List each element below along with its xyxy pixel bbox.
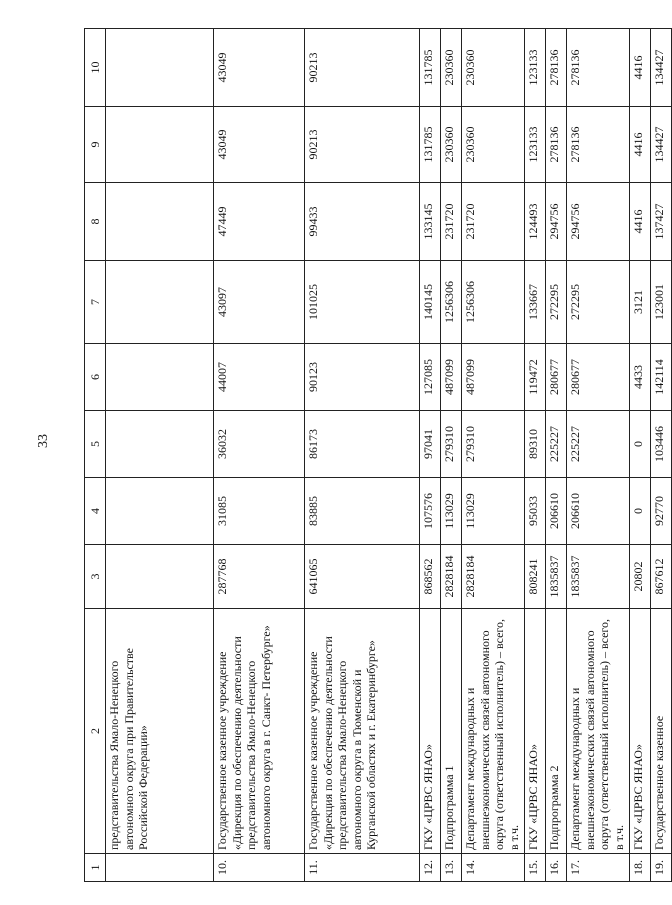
value-cell: 280677 [546, 344, 567, 411]
column-header: 8 [85, 183, 106, 261]
column-header: 9 [85, 107, 106, 183]
value-cell: 133667 [525, 261, 546, 344]
table-row [441, 29, 462, 882]
value-cell: 4433 [630, 344, 651, 411]
value-cell [106, 183, 214, 261]
value-cell: 113029 [462, 478, 525, 545]
value-cell: 231720 [441, 183, 462, 261]
value-cell: 47449 [214, 183, 305, 261]
table-row [106, 29, 214, 882]
value-cell: 103446 [651, 411, 672, 478]
value-cell [106, 107, 214, 183]
value-cell: 137427 [651, 183, 672, 261]
row-name-cell: Департамент международных и внешнеэкономических связей автономного округа (ответственный исполнитель) – всего, в т.ч. [462, 609, 525, 854]
value-cell: 230360 [462, 107, 525, 183]
value-cell: 287768 [214, 545, 305, 609]
row-number-cell: 10. [214, 854, 305, 882]
value-cell: 487099 [441, 344, 462, 411]
column-header: 10 [85, 29, 106, 107]
value-cell: 2828184 [462, 545, 525, 609]
table-row [462, 29, 525, 882]
row-name-cell: Государственное казенное учреждение «Дирекция по обеспечению деятельности представительства Ямало-Ненецкого автономного округа в г. Санкт- Петербурге» [214, 609, 305, 854]
value-cell: 142114 [651, 344, 672, 411]
table-row [525, 29, 546, 882]
row-name-cell: Подпрограмма 2 [546, 609, 567, 854]
row-number-cell: 16. [546, 854, 567, 882]
budget-table [84, 28, 672, 882]
value-cell: 83885 [305, 478, 420, 545]
value-cell: 1256306 [462, 261, 525, 344]
table-body [85, 29, 672, 882]
value-cell: 134427 [651, 107, 672, 183]
value-cell: 86173 [305, 411, 420, 478]
value-cell: 43049 [214, 29, 305, 107]
value-cell: 279310 [462, 411, 525, 478]
value-cell: 90213 [305, 107, 420, 183]
value-cell: 90213 [305, 29, 420, 107]
value-cell: 95033 [525, 478, 546, 545]
table-row [567, 29, 630, 882]
value-cell: 279310 [441, 411, 462, 478]
row-number-cell: 11. [305, 854, 420, 882]
value-cell: 4416 [630, 183, 651, 261]
row-number-cell: 15. [525, 854, 546, 882]
value-cell: 90123 [305, 344, 420, 411]
value-cell [106, 344, 214, 411]
value-cell [106, 261, 214, 344]
table-row [651, 29, 672, 882]
value-cell: 133145 [420, 183, 441, 261]
value-cell: 278136 [567, 107, 630, 183]
value-cell: 294756 [546, 183, 567, 261]
row-name-cell: ГКУ «ЦРВС ЯНАО» [420, 609, 441, 854]
page-number: 33 [36, 434, 51, 448]
value-cell: 3121 [630, 261, 651, 344]
column-header: 2 [85, 609, 106, 854]
table-row [305, 29, 420, 882]
value-cell: 0 [630, 411, 651, 478]
column-header: 3 [85, 545, 106, 609]
value-cell: 4416 [630, 107, 651, 183]
value-cell: 124493 [525, 183, 546, 261]
value-cell: 278136 [546, 29, 567, 107]
value-cell: 43097 [214, 261, 305, 344]
value-cell: 1835837 [546, 545, 567, 609]
value-cell: 43049 [214, 107, 305, 183]
value-cell: 230360 [462, 29, 525, 107]
row-number-cell [106, 854, 214, 882]
value-cell: 641065 [305, 545, 420, 609]
table-row [420, 29, 441, 882]
value-cell: 231720 [462, 183, 525, 261]
value-cell: 280677 [567, 344, 630, 411]
value-cell: 4416 [630, 29, 651, 107]
value-cell: 1835837 [567, 545, 630, 609]
value-cell: 107576 [420, 478, 441, 545]
value-cell: 127085 [420, 344, 441, 411]
row-name-cell: Департамент международных и внешнеэкономических связей автономного округа (ответственный исполнитель) – всего, в т.ч. [567, 609, 630, 854]
row-name-cell: Государственное казенное учреждение «Дирекция по обеспечению деятельности представительства Ямало-Ненецкого автономного округа в Тюменской и Курганской областях и г. Екатеринбурге» [305, 609, 420, 854]
column-header: 4 [85, 478, 106, 545]
table-row [214, 29, 305, 882]
value-cell: 2828184 [441, 545, 462, 609]
table-row [630, 29, 651, 882]
value-cell: 140145 [420, 261, 441, 344]
value-cell: 31085 [214, 478, 305, 545]
value-cell: 868562 [420, 545, 441, 609]
table-row [546, 29, 567, 882]
value-cell: 36032 [214, 411, 305, 478]
value-cell: 206610 [567, 478, 630, 545]
value-cell: 808241 [525, 545, 546, 609]
row-name-cell: ГКУ «ЦРВС ЯНАО» [525, 609, 546, 854]
value-cell [106, 411, 214, 478]
value-cell: 206610 [546, 478, 567, 545]
value-cell [106, 478, 214, 545]
value-cell: 294756 [567, 183, 630, 261]
value-cell: 92770 [651, 478, 672, 545]
row-number-cell: 18. [630, 854, 651, 882]
row-number-cell: 12. [420, 854, 441, 882]
value-cell: 272295 [567, 261, 630, 344]
value-cell: 230360 [441, 107, 462, 183]
value-cell: 99433 [305, 183, 420, 261]
value-cell: 278136 [546, 107, 567, 183]
row-number-cell: 19. [651, 854, 672, 882]
value-cell: 123133 [525, 107, 546, 183]
value-cell: 487099 [462, 344, 525, 411]
value-cell: 867612 [651, 545, 672, 609]
value-cell: 0 [630, 478, 651, 545]
column-number-row [85, 29, 106, 882]
value-cell: 20802 [630, 545, 651, 609]
value-cell: 44007 [214, 344, 305, 411]
value-cell: 97041 [420, 411, 441, 478]
value-cell: 119472 [525, 344, 546, 411]
value-cell: 89310 [525, 411, 546, 478]
value-cell: 131785 [420, 29, 441, 107]
row-number-cell: 14. [462, 854, 525, 882]
column-header: 1 [85, 854, 106, 882]
value-cell [106, 29, 214, 107]
column-header: 6 [85, 344, 106, 411]
value-cell [106, 545, 214, 609]
value-cell: 123001 [651, 261, 672, 344]
value-cell: 225227 [567, 411, 630, 478]
row-name-cell: Подпрограмма 1 [441, 609, 462, 854]
row-name-cell: Государственное казенное [651, 609, 672, 854]
value-cell: 278136 [567, 29, 630, 107]
value-cell: 225227 [546, 411, 567, 478]
value-cell: 134427 [651, 29, 672, 107]
value-cell: 230360 [441, 29, 462, 107]
column-header: 5 [85, 411, 106, 478]
row-number-cell: 17. [567, 854, 630, 882]
row-name-cell: представительства Ямало-Ненецкого автономного округа при Правительстве Российской Федерации» [106, 609, 214, 854]
value-cell: 123133 [525, 29, 546, 107]
column-header: 7 [85, 261, 106, 344]
value-cell: 1256306 [441, 261, 462, 344]
value-cell: 113029 [441, 478, 462, 545]
value-cell: 101025 [305, 261, 420, 344]
rotated-table-sheet [84, 29, 666, 882]
value-cell: 131785 [420, 107, 441, 183]
row-name-cell: ГКУ «ЦРВС ЯНАО» [630, 609, 651, 854]
row-number-cell: 13. [441, 854, 462, 882]
value-cell: 272295 [546, 261, 567, 344]
